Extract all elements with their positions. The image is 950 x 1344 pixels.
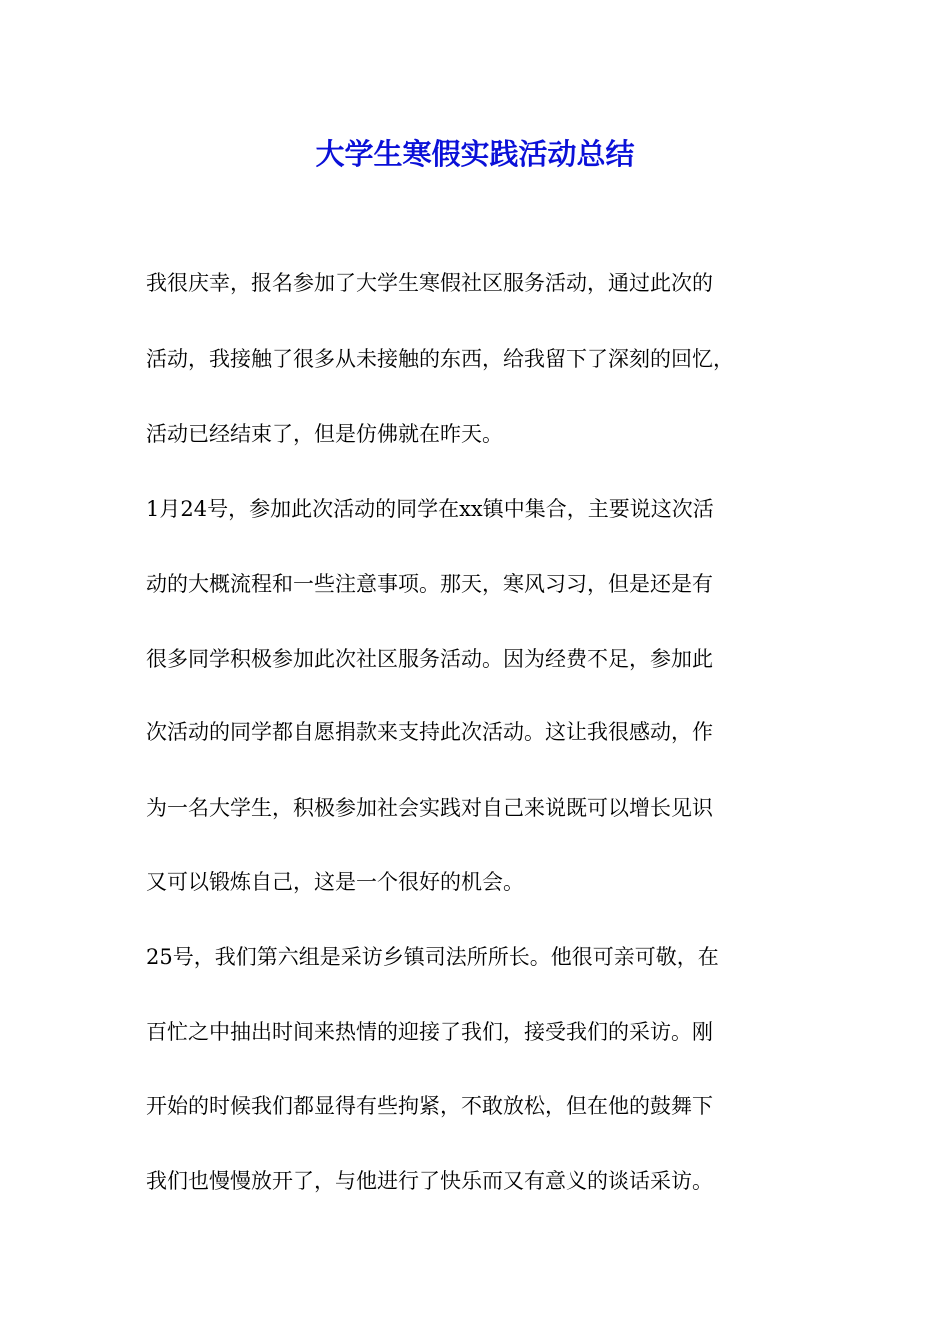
paragraph-line: 活动，我接触了很多从未接触的东西，给我留下了深刻的回忆， bbox=[146, 347, 734, 371]
paragraph-line: 很多同学积极参加此次社区服务活动。因为经费不足，参加此 bbox=[146, 647, 713, 671]
paragraph-line: 我很庆幸，报名参加了大学生寒假社区服务活动，通过此次的 bbox=[146, 271, 713, 295]
document-title: 大学生寒假实践活动总结 bbox=[315, 137, 635, 171]
paragraph-line: 又可以锻炼自己，这是一个很好的机会。 bbox=[146, 870, 524, 894]
paragraph-line: 开始的时候我们都显得有些拘紧，不敢放松，但在他的鼓舞下 bbox=[146, 1094, 713, 1118]
paragraph-line: 25号，我们第六组是采访乡镇司法所所长。他很可亲可敬，在 bbox=[146, 945, 719, 969]
paragraph-line: 动的大概流程和一些注意事项。那天，寒风习习，但是还是有 bbox=[146, 572, 713, 596]
paragraph-line: 为一名大学生，积极参加社会实践对自己来说既可以增长见识 bbox=[146, 796, 713, 820]
paragraph-line: 我们也慢慢放开了，与他进行了快乐而又有意义的谈话采访。 bbox=[146, 1169, 713, 1193]
paragraph-line: 1月24号，参加此次活动的同学在xx镇中集合，主要说这次活 bbox=[146, 497, 714, 521]
paragraph-line: 百忙之中抽出时间来热情的迎接了我们，接受我们的采访。刚 bbox=[146, 1020, 713, 1044]
paragraph-line: 次活动的同学都自愿捐款来支持此次活动。这让我很感动，作 bbox=[146, 720, 713, 744]
paragraph-line: 活动已经结束了，但是仿佛就在昨天。 bbox=[146, 422, 503, 446]
